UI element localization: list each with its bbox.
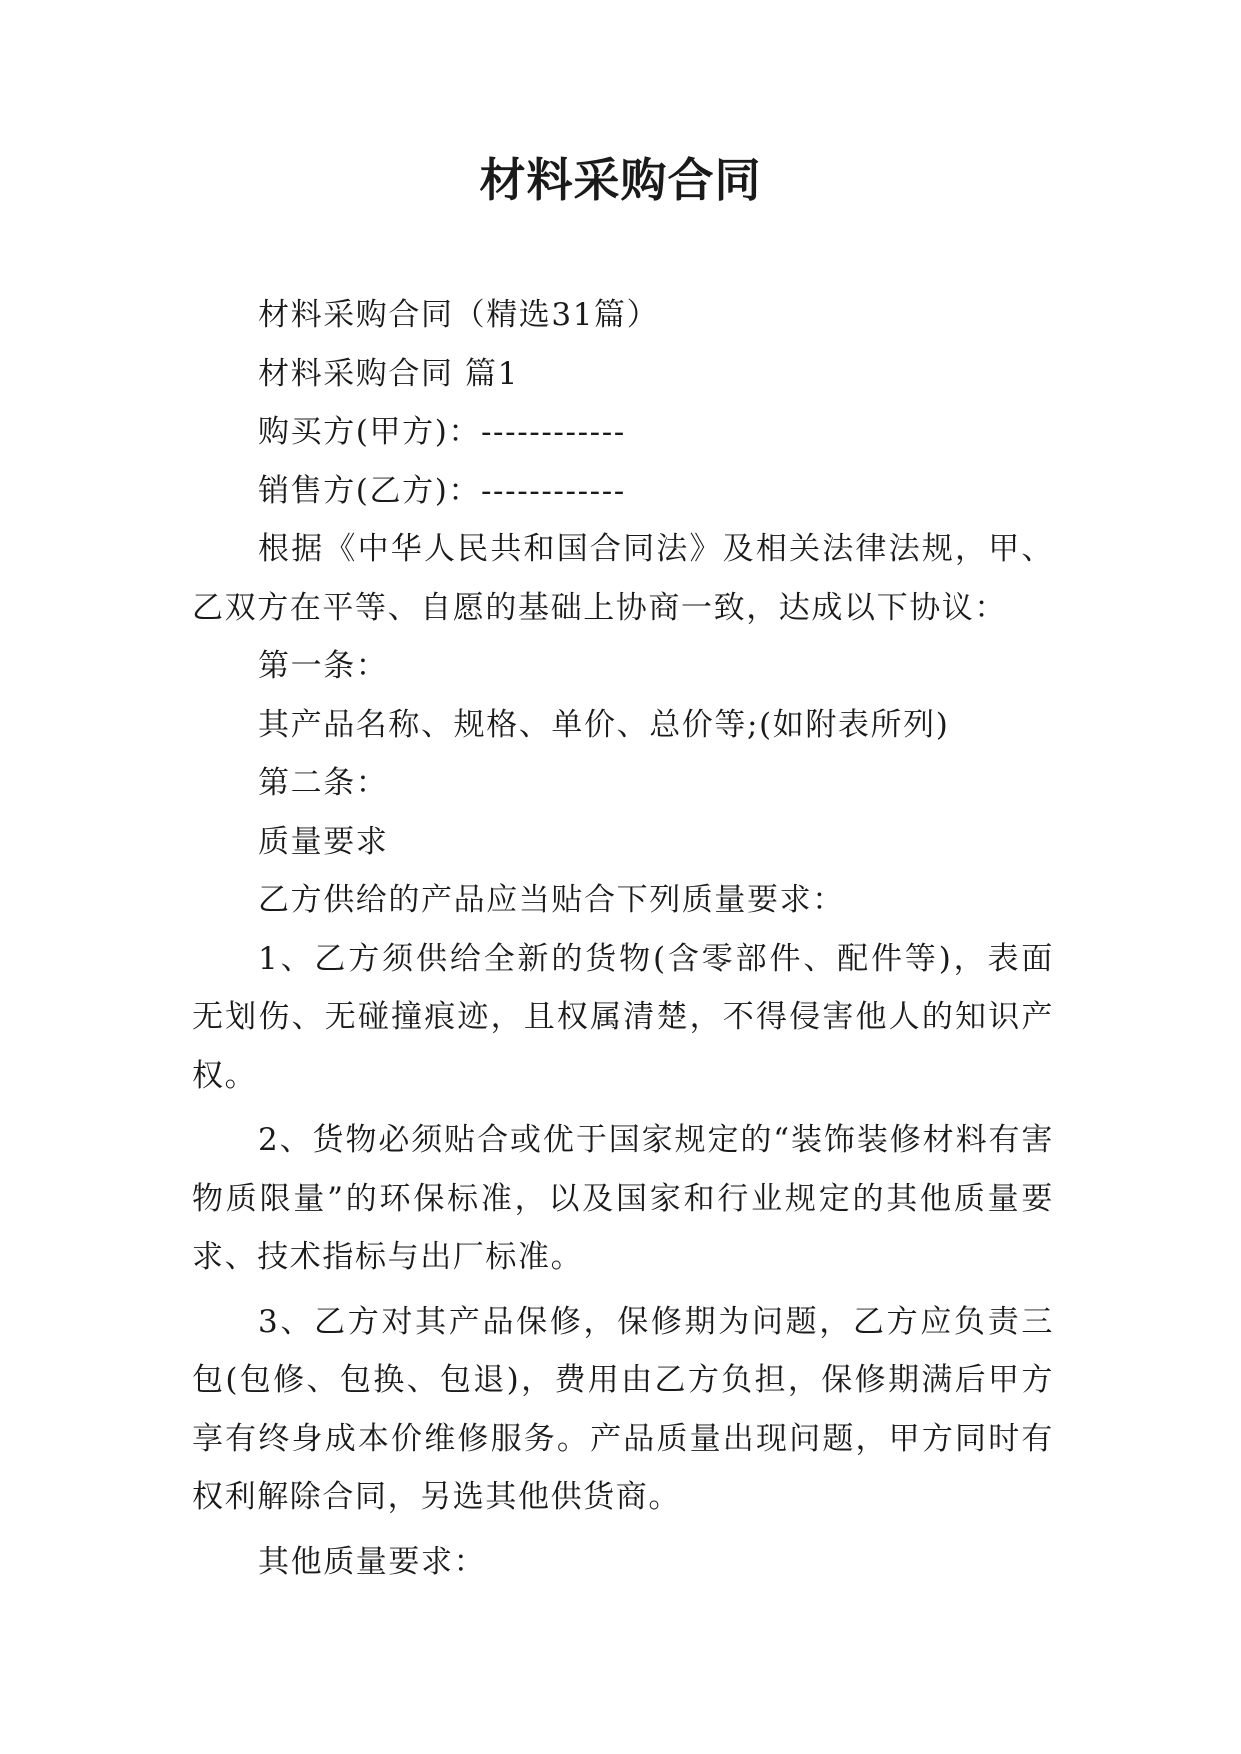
paragraph-quality-item-1: 1、乙方须供给全新的货物(含零部件、配件等)，表面无划伤、无碰撞痕迹，且权属清楚，不得侵害他人的知识产权。 <box>192 940 1054 1094</box>
paragraph-subtitle: 材料采购合同（精选31篇） <box>258 297 660 333</box>
document-body <box>192 286 1054 1591</box>
paragraph-buyer: 购买方(甲方)：------------ <box>258 414 626 450</box>
paragraph-article-1-content: 其产品名称、规格、单价、总价等;(如附表所列) <box>258 706 950 743</box>
paragraph-article-2: 第二条： <box>258 765 389 801</box>
paragraph-quality-intro: 乙方供给的产品应当贴合下列质量要求： <box>258 882 845 918</box>
paragraph-section-heading: 材料采购合同 篇1 <box>258 355 519 392</box>
paragraph-quality-item-3: 3、乙方对其产品保修，保修期为问题，乙方应负责三包(包修、包换、包退)，费用由乙方负担，保修期满后甲方享有终身成本价维修服务。产品质量出现问题，甲方同时有权利解除合同，另选其他供货商。 <box>192 1303 1054 1515</box>
document-title: 材料采购合同 <box>479 153 762 207</box>
paragraph-quality-heading: 质量要求 <box>258 823 389 860</box>
paragraph-seller: 销售方(乙方)：------------ <box>258 472 626 509</box>
paragraph-quality-item-2: 2、货物必须贴合或优于国家规定的“装饰装修材料有害物质限量”的环保标准，以及国家和行业规定的其他质量要求、技术指标与出厂标准。 <box>192 1122 1054 1275</box>
paragraph-article-1: 第一条： <box>258 648 389 684</box>
paragraph-preamble: 根据《中华人民共和国合同法》及相关法律法规，甲、乙双方在平等、自愿的基础上协商一致，达成以下协议： <box>192 531 1054 626</box>
paragraph-other-quality: 其他质量要求： <box>258 1543 487 1580</box>
